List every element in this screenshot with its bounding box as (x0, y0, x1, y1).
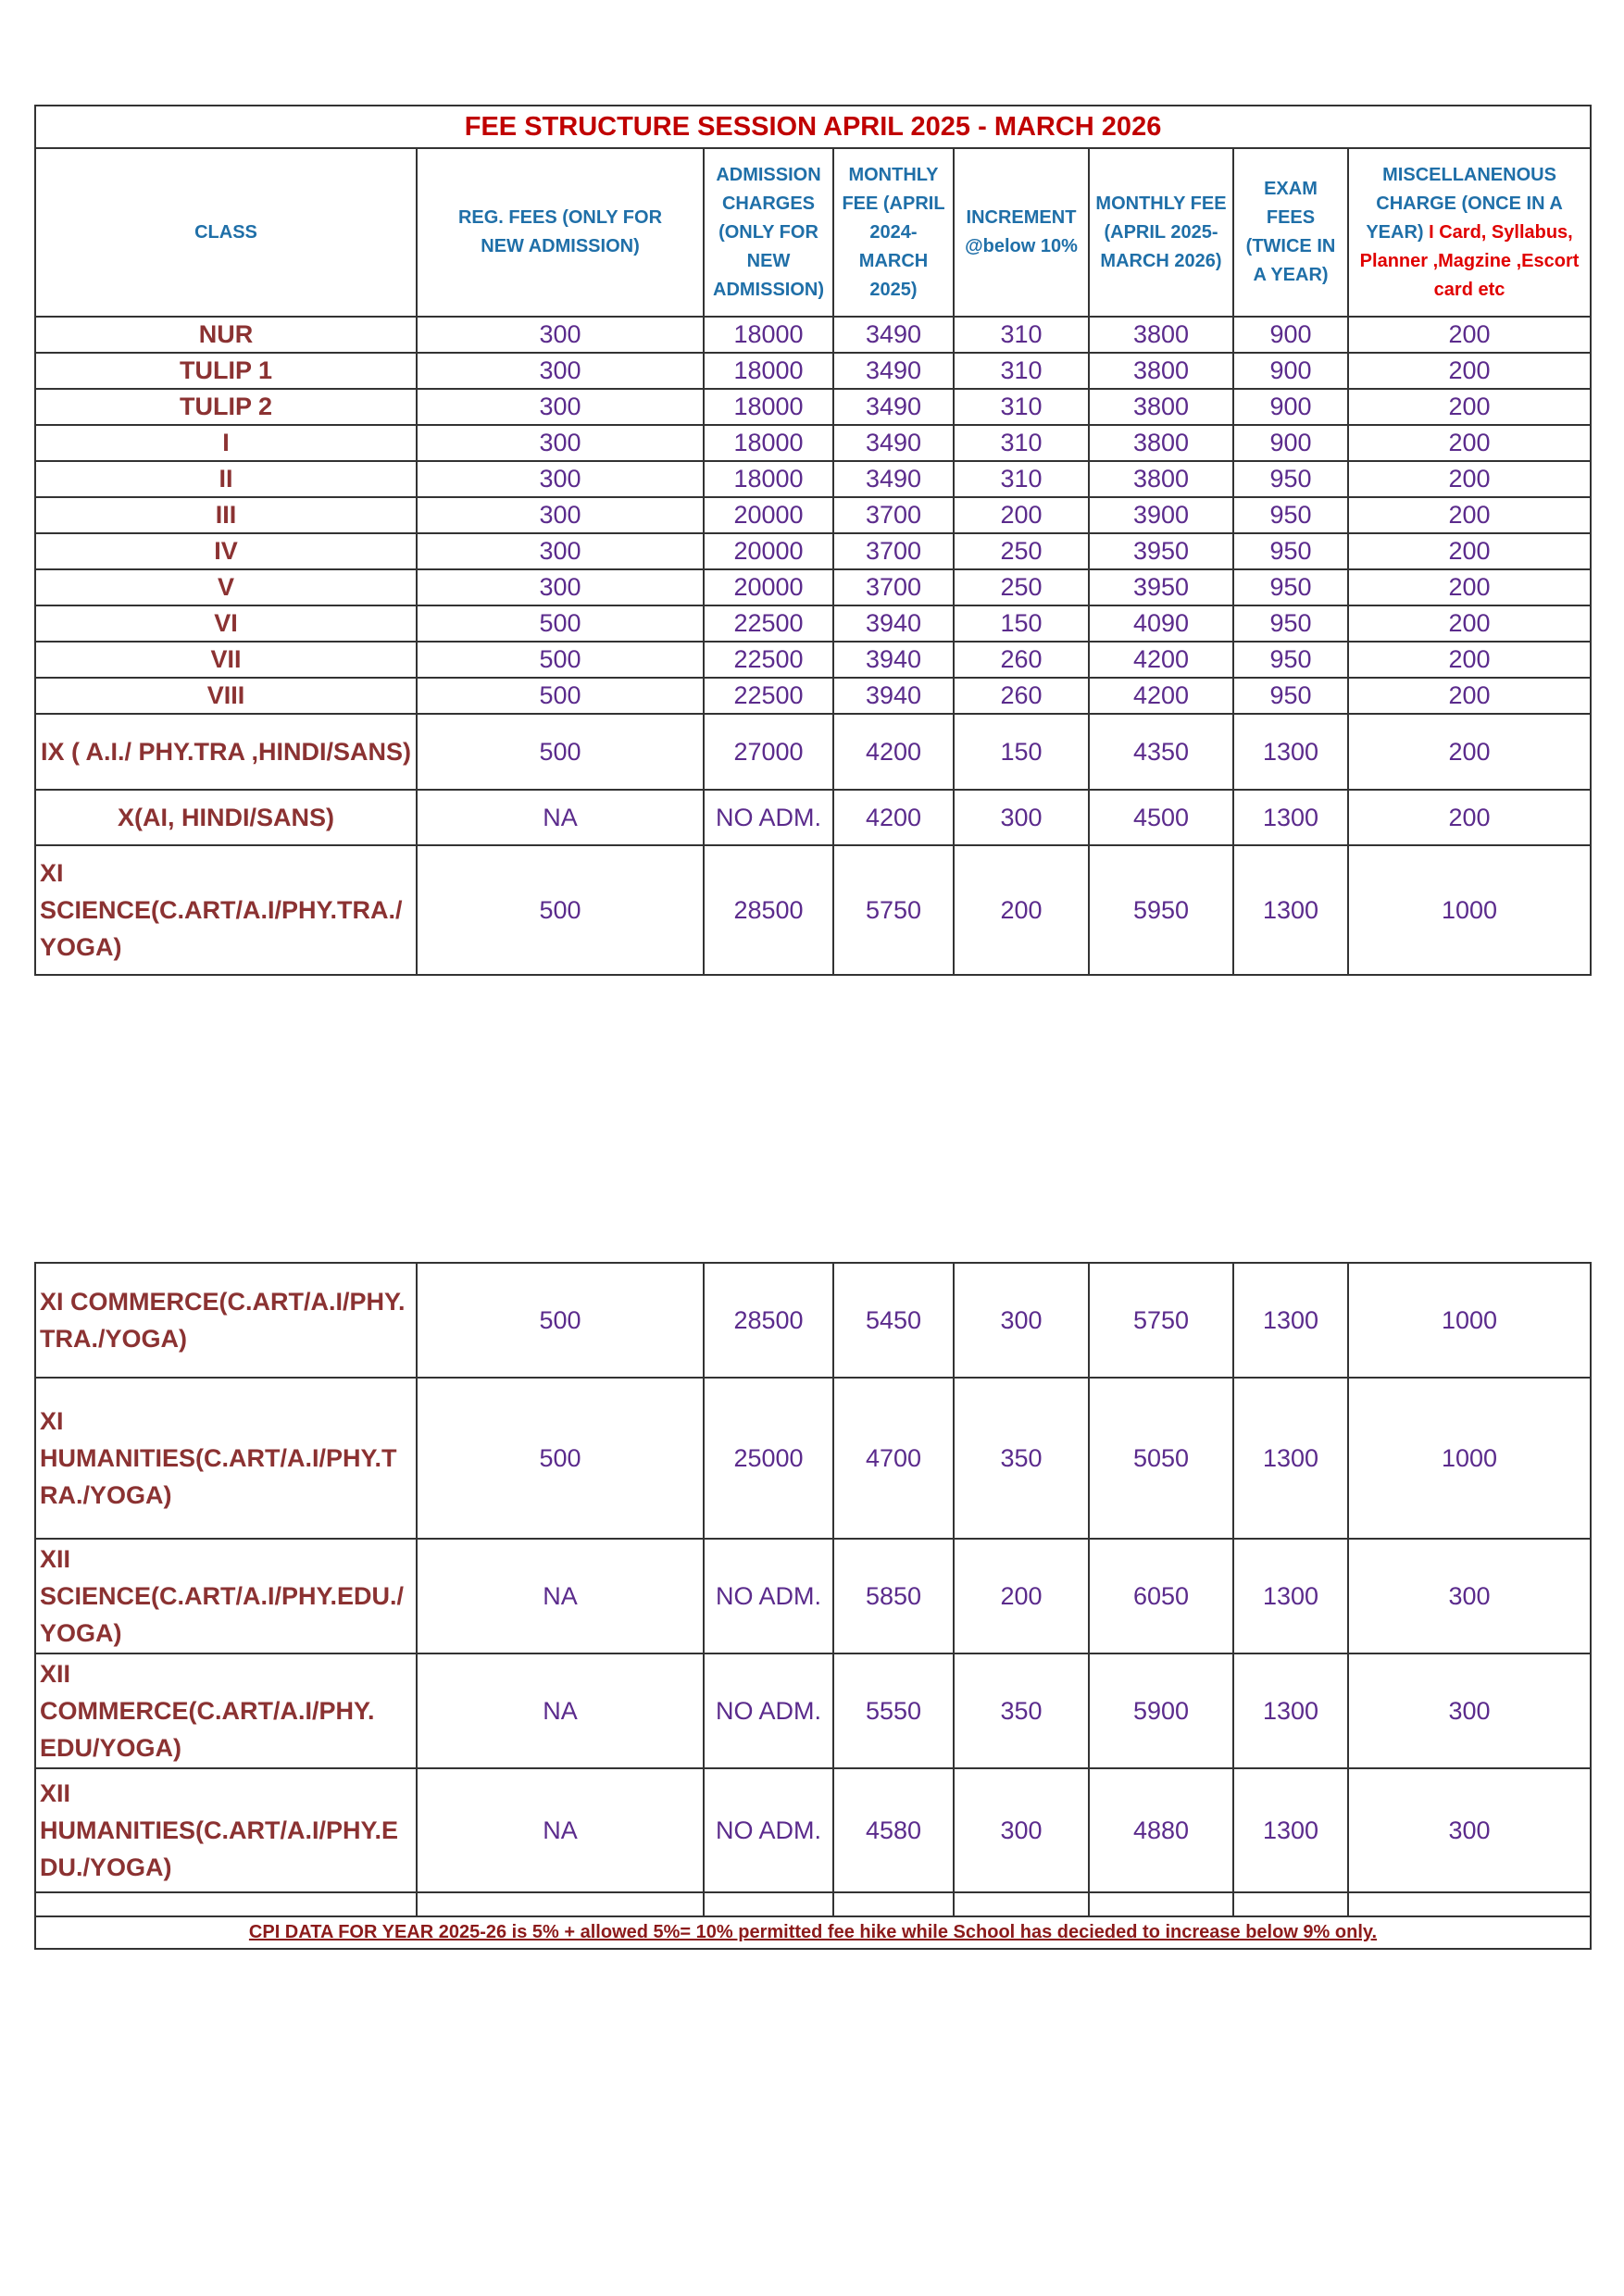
reg-fees-cell: 500 (417, 678, 704, 714)
misc-charge-cell: 300 (1348, 1539, 1591, 1653)
monthly-fee-new-cell: 3800 (1089, 317, 1233, 353)
increment-cell: 300 (954, 1768, 1089, 1892)
misc-charge-cell: 200 (1348, 353, 1591, 389)
monthly-fee-old-cell: 3940 (833, 678, 954, 714)
reg-fees-cell: 300 (417, 497, 704, 533)
table-row (35, 1263, 1591, 1378)
reg-fees-cell: NA (417, 1539, 704, 1653)
misc-charge-cell: 200 (1348, 461, 1591, 497)
increment-cell: 250 (954, 533, 1089, 569)
exam-fees-cell: 950 (1233, 605, 1348, 642)
exam-fees-cell: 900 (1233, 353, 1348, 389)
empty-cell (1233, 1892, 1348, 1916)
reg-fees-cell: 300 (417, 425, 704, 461)
exam-fees-cell: 1300 (1233, 714, 1348, 790)
header-increment: INCREMENT @below 10% (954, 148, 1089, 317)
monthly-fee-new-cell: 6050 (1089, 1539, 1233, 1653)
monthly-fee-new-cell: 3800 (1089, 461, 1233, 497)
table-row (35, 790, 1591, 845)
admission-charges-cell: 22500 (704, 642, 833, 678)
table-row (35, 1539, 1591, 1653)
reg-fees-cell: 300 (417, 317, 704, 353)
fee-table-continued (34, 1262, 1592, 1950)
class-cell: II (35, 461, 417, 497)
class-cell: X(AI, HINDI/SANS) (35, 790, 417, 845)
empty-cell (704, 1892, 833, 1916)
reg-fees-cell: 300 (417, 353, 704, 389)
header-misc (1348, 148, 1591, 317)
increment-cell: 310 (954, 353, 1089, 389)
exam-fees-cell: 950 (1233, 642, 1348, 678)
header-misc-items: I Card, Syllabus, Planner ,Magzine ,Escort card etc (1359, 221, 1580, 300)
table-row (35, 1653, 1591, 1768)
header-reg-fees: REG. FEES (ONLY FOR NEW ADMISSION) (417, 148, 704, 317)
monthly-fee-old-cell: 5750 (833, 845, 954, 975)
admission-charges-cell: NO ADM. (704, 1768, 833, 1892)
table-row (35, 678, 1591, 714)
increment-cell: 310 (954, 389, 1089, 425)
reg-fees-cell: 300 (417, 533, 704, 569)
reg-fees-cell: 500 (417, 642, 704, 678)
misc-charge-cell: 200 (1348, 642, 1591, 678)
misc-charge-cell: 200 (1348, 569, 1591, 605)
class-cell: IX ( A.I./ PHY.TRA ,HINDI/SANS) (35, 714, 417, 790)
monthly-fee-old-cell: 3490 (833, 389, 954, 425)
increment-cell: 200 (954, 845, 1089, 975)
increment-cell: 300 (954, 790, 1089, 845)
table-row (35, 353, 1591, 389)
table-row (35, 317, 1591, 353)
class-cell: I (35, 425, 417, 461)
increment-cell: 300 (954, 1263, 1089, 1378)
admission-charges-cell: 18000 (704, 389, 833, 425)
class-cell: NUR (35, 317, 417, 353)
exam-fees-cell: 1300 (1233, 790, 1348, 845)
cpi-note: CPI DATA FOR YEAR 2025-26 is 5% + allowed 5%= 10% permitted fee hike while School has decieded to increase below 9% only. (35, 1916, 1591, 1949)
exam-fees-cell: 950 (1233, 569, 1348, 605)
monthly-fee-new-cell: 4500 (1089, 790, 1233, 845)
header-row (35, 148, 1591, 317)
exam-fees-cell: 900 (1233, 317, 1348, 353)
monthly-fee-old-cell: 4200 (833, 790, 954, 845)
class-cell: TULIP 1 (35, 353, 417, 389)
admission-charges-cell: 18000 (704, 353, 833, 389)
increment-cell: 150 (954, 714, 1089, 790)
monthly-fee-new-cell: 3800 (1089, 353, 1233, 389)
admission-charges-cell: 18000 (704, 461, 833, 497)
increment-cell: 310 (954, 425, 1089, 461)
class-cell: XII COMMERCE(C.ART/A.I/PHY. EDU/YOGA) (35, 1653, 417, 1768)
empty-cell (417, 1892, 704, 1916)
exam-fees-cell: 1300 (1233, 1378, 1348, 1539)
exam-fees-cell: 950 (1233, 533, 1348, 569)
monthly-fee-old-cell: 3490 (833, 425, 954, 461)
misc-charge-cell: 200 (1348, 317, 1591, 353)
admission-charges-cell: 22500 (704, 678, 833, 714)
misc-charge-cell: 1000 (1348, 845, 1591, 975)
monthly-fee-old-cell: 3490 (833, 461, 954, 497)
monthly-fee-new-cell: 5750 (1089, 1263, 1233, 1378)
increment-cell: 310 (954, 317, 1089, 353)
exam-fees-cell: 1300 (1233, 1653, 1348, 1768)
admission-charges-cell: 20000 (704, 497, 833, 533)
increment-cell: 200 (954, 497, 1089, 533)
monthly-fee-new-cell: 4200 (1089, 642, 1233, 678)
misc-charge-cell: 200 (1348, 389, 1591, 425)
exam-fees-cell: 1300 (1233, 845, 1348, 975)
increment-cell: 350 (954, 1653, 1089, 1768)
misc-charge-cell: 1000 (1348, 1378, 1591, 1539)
monthly-fee-old-cell: 3490 (833, 317, 954, 353)
table-row (35, 642, 1591, 678)
class-cell: IV (35, 533, 417, 569)
reg-fees-cell: 300 (417, 461, 704, 497)
monthly-fee-new-cell: 4880 (1089, 1768, 1233, 1892)
class-cell: XI COMMERCE(C.ART/A.I/PHY. TRA./YOGA) (35, 1263, 417, 1378)
monthly-fee-new-cell: 4090 (1089, 605, 1233, 642)
increment-cell: 310 (954, 461, 1089, 497)
admission-charges-cell: 22500 (704, 605, 833, 642)
class-cell: V (35, 569, 417, 605)
monthly-fee-old-cell: 4580 (833, 1768, 954, 1892)
reg-fees-cell: 500 (417, 845, 704, 975)
admission-charges-cell: 28500 (704, 1263, 833, 1378)
monthly-fee-new-cell: 4350 (1089, 714, 1233, 790)
reg-fees-cell: 500 (417, 1263, 704, 1378)
misc-charge-cell: 300 (1348, 1653, 1591, 1768)
class-cell: TULIP 2 (35, 389, 417, 425)
class-cell: XII SCIENCE(C.ART/A.I/PHY.EDU./ YOGA) (35, 1539, 417, 1653)
exam-fees-cell: 950 (1233, 461, 1348, 497)
exam-fees-cell: 950 (1233, 497, 1348, 533)
exam-fees-cell: 1300 (1233, 1539, 1348, 1653)
monthly-fee-new-cell: 3800 (1089, 389, 1233, 425)
monthly-fee-new-cell: 5050 (1089, 1378, 1233, 1539)
exam-fees-cell: 900 (1233, 389, 1348, 425)
header-monthly-fee-old: MONTHLY FEE (APRIL 2024-MARCH 2025) (833, 148, 954, 317)
empty-cell (1348, 1892, 1591, 1916)
misc-charge-cell: 200 (1348, 714, 1591, 790)
admission-charges-cell: 20000 (704, 569, 833, 605)
class-cell: VI (35, 605, 417, 642)
class-cell: III (35, 497, 417, 533)
table-row (35, 461, 1591, 497)
monthly-fee-old-cell: 5550 (833, 1653, 954, 1768)
monthly-fee-old-cell: 3700 (833, 497, 954, 533)
header-monthly-fee-new: MONTHLY FEE (APRIL 2025-MARCH 2026) (1089, 148, 1233, 317)
misc-charge-cell: 200 (1348, 425, 1591, 461)
header-class: CLASS (35, 148, 417, 317)
table-row (35, 425, 1591, 461)
admission-charges-cell: 18000 (704, 425, 833, 461)
table-row (35, 1378, 1591, 1539)
table-row (35, 497, 1591, 533)
monthly-fee-old-cell: 4700 (833, 1378, 954, 1539)
reg-fees-cell: 500 (417, 1378, 704, 1539)
admission-charges-cell: NO ADM. (704, 1653, 833, 1768)
exam-fees-cell: 1300 (1233, 1768, 1348, 1892)
misc-charge-cell: 200 (1348, 790, 1591, 845)
table-row (35, 714, 1591, 790)
monthly-fee-new-cell: 4200 (1089, 678, 1233, 714)
table-row (35, 1768, 1591, 1892)
reg-fees-cell: 500 (417, 714, 704, 790)
monthly-fee-old-cell: 3490 (833, 353, 954, 389)
monthly-fee-new-cell: 3800 (1089, 425, 1233, 461)
monthly-fee-old-cell: 3940 (833, 605, 954, 642)
header-misc-label: MISCELLANENOUS CHARGE (ONCE IN A YEAR) (1366, 164, 1563, 243)
increment-cell: 350 (954, 1378, 1089, 1539)
monthly-fee-new-cell: 3900 (1089, 497, 1233, 533)
misc-charge-cell: 200 (1348, 678, 1591, 714)
table-row (35, 533, 1591, 569)
monthly-fee-old-cell: 5850 (833, 1539, 954, 1653)
misc-charge-cell: 200 (1348, 605, 1591, 642)
increment-cell: 200 (954, 1539, 1089, 1653)
misc-charge-cell: 200 (1348, 533, 1591, 569)
table-title: FEE STRUCTURE SESSION APRIL 2025 - MARCH 2026 (35, 106, 1591, 148)
admission-charges-cell: NO ADM. (704, 1539, 833, 1653)
increment-cell: 250 (954, 569, 1089, 605)
admission-charges-cell: NO ADM. (704, 790, 833, 845)
reg-fees-cell: 300 (417, 569, 704, 605)
empty-cell (833, 1892, 954, 1916)
reg-fees-cell: NA (417, 1653, 704, 1768)
empty-cell (1089, 1892, 1233, 1916)
monthly-fee-new-cell: 5900 (1089, 1653, 1233, 1768)
header-exam-fees: EXAM FEES (TWICE IN A YEAR) (1233, 148, 1348, 317)
admission-charges-cell: 18000 (704, 317, 833, 353)
admission-charges-cell: 27000 (704, 714, 833, 790)
class-cell: XII HUMANITIES(C.ART/A.I/PHY.E DU./YOGA) (35, 1768, 417, 1892)
class-cell: VIII (35, 678, 417, 714)
header-admission-charges: ADMISSION CHARGES (ONLY FOR NEW ADMISSION) (704, 148, 833, 317)
increment-cell: 260 (954, 678, 1089, 714)
reg-fees-cell: 500 (417, 605, 704, 642)
class-cell: VII (35, 642, 417, 678)
reg-fees-cell: NA (417, 790, 704, 845)
fee-table (34, 105, 1592, 976)
admission-charges-cell: 25000 (704, 1378, 833, 1539)
misc-charge-cell: 200 (1348, 497, 1591, 533)
reg-fees-cell: NA (417, 1768, 704, 1892)
monthly-fee-old-cell: 3700 (833, 569, 954, 605)
empty-cell (954, 1892, 1089, 1916)
misc-charge-cell: 1000 (1348, 1263, 1591, 1378)
table-row (35, 605, 1591, 642)
increment-cell: 150 (954, 605, 1089, 642)
admission-charges-cell: 20000 (704, 533, 833, 569)
monthly-fee-old-cell: 4200 (833, 714, 954, 790)
exam-fees-cell: 900 (1233, 425, 1348, 461)
reg-fees-cell: 300 (417, 389, 704, 425)
empty-cell (35, 1892, 417, 1916)
table-row (35, 569, 1591, 605)
increment-cell: 260 (954, 642, 1089, 678)
exam-fees-cell: 1300 (1233, 1263, 1348, 1378)
monthly-fee-old-cell: 5450 (833, 1263, 954, 1378)
monthly-fee-new-cell: 5950 (1089, 845, 1233, 975)
table-row (35, 845, 1591, 975)
monthly-fee-old-cell: 3940 (833, 642, 954, 678)
class-cell: XI SCIENCE(C.ART/A.I/PHY.TRA./ YOGA) (35, 845, 417, 975)
exam-fees-cell: 950 (1233, 678, 1348, 714)
monthly-fee-new-cell: 3950 (1089, 533, 1233, 569)
table-row (35, 389, 1591, 425)
monthly-fee-old-cell: 3700 (833, 533, 954, 569)
admission-charges-cell: 28500 (704, 845, 833, 975)
monthly-fee-new-cell: 3950 (1089, 569, 1233, 605)
misc-charge-cell: 300 (1348, 1768, 1591, 1892)
class-cell: XI HUMANITIES(C.ART/A.I/PHY.T RA./YOGA) (35, 1378, 417, 1539)
